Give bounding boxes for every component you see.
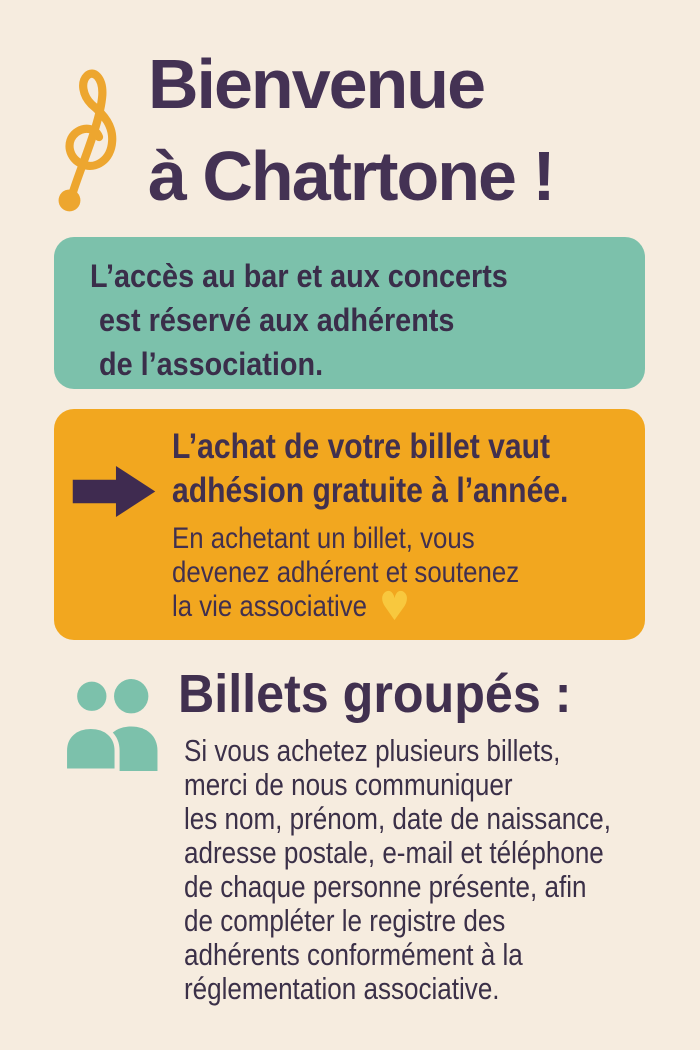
ticket-info-text	[172, 425, 633, 630]
ticket-info-box	[54, 409, 645, 640]
arrow-right-icon	[72, 464, 156, 519]
notice-line: est réservé aux adhérents	[99, 302, 455, 338]
body-line: adhérents conformément à la	[184, 937, 523, 972]
body-line: adresse postale, e-mail et téléphone	[184, 835, 604, 870]
page-title-line1: Bienvenue	[148, 45, 484, 123]
people-icon	[60, 674, 162, 772]
body-line: merci de nous communiquer	[184, 767, 513, 802]
page-title-line2: à Chatrtone !	[148, 137, 554, 215]
ticket-bold-line: L’achat de votre billet vaut	[172, 427, 551, 466]
treble-clef-icon	[52, 58, 134, 216]
body-line: réglementation associative.	[184, 971, 500, 1006]
notice-line: L’accès au bar et aux concerts	[90, 258, 508, 294]
ticket-bold-line: adhésion gratuite à l’année.	[172, 471, 569, 510]
ticket-sub-line: En achetant un billet, vous	[172, 522, 475, 555]
membership-notice-box	[54, 237, 645, 389]
grouped-tickets-heading: Billets groupés :	[178, 664, 572, 724]
page-title	[148, 38, 554, 222]
grouped-tickets-body	[184, 734, 692, 1006]
ticket-sub-line	[172, 584, 568, 630]
ticket-sub-text	[172, 522, 633, 630]
notice-line: de l’association.	[99, 346, 324, 382]
ticket-sub-line: devenez adhérent et soutenez	[172, 556, 520, 589]
body-line: de compléter le registre des	[184, 903, 506, 938]
ticket-sub-line-text: la vie associative	[172, 590, 368, 623]
body-line: les nom, prénom, date de naissance,	[184, 801, 612, 836]
body-line: de chaque personne présente, afin	[184, 869, 587, 904]
body-line: Si vous achetez plusieurs billets,	[184, 733, 561, 768]
heart-icon: ♥	[379, 584, 410, 630]
